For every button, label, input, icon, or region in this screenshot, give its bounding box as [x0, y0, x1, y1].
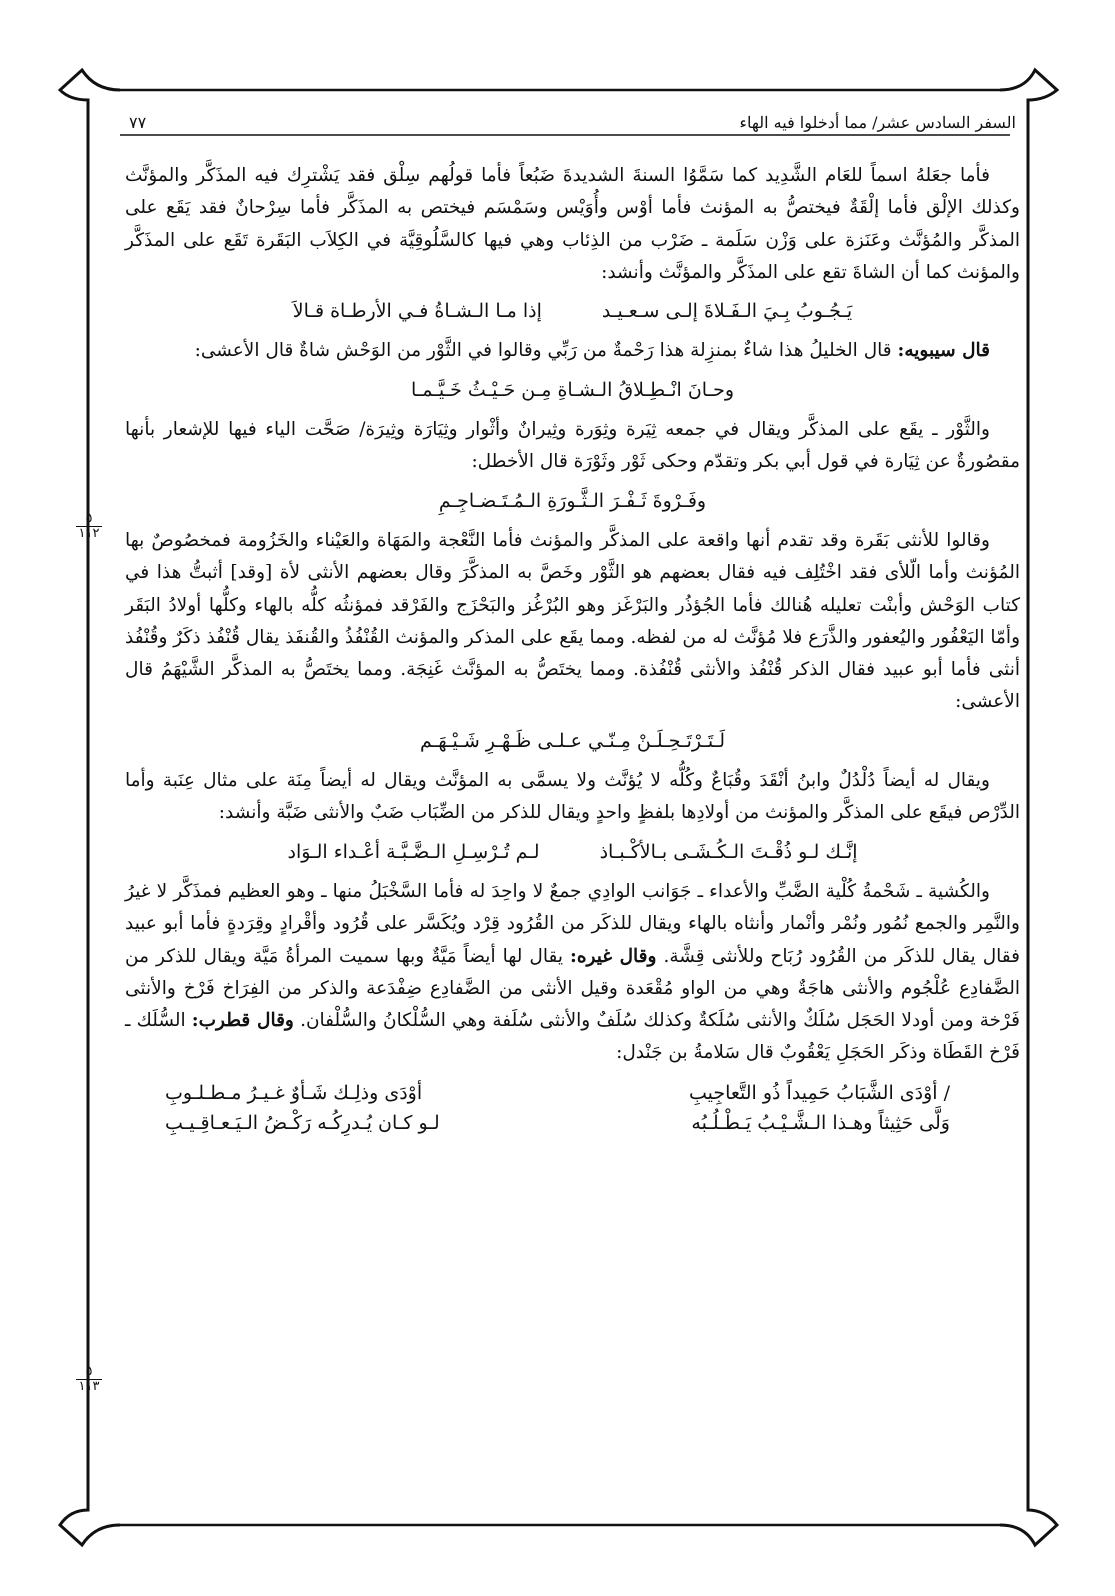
- margin-reference-112: [76, 512, 102, 541]
- couplet-2-hemistich-b: لـو كـان يُـدرِكُـه رَكْـضُ الـيَـعـاقِـيـبِ: [165, 1111, 440, 1134]
- margin-ref-bottom: ١١٢: [78, 526, 100, 541]
- paragraph-5: ويقال له أيضاً دُلْدُلٌ وابنُ أنْقَدَ وقُبَاعٌ وكُلُّه لا يُؤنَّث ولا يسمَّى به المؤنَّث ويقال له أيضاً مِنَة على مثال عِنَبة وأما الدِّرْص فيقَع على المذكَّر والمؤنث من أولادِها بلفظٍ واحدٍ ويقال للذكر من الضِّبَاب ضَبٌ والأنثى ضَبَّة وأنشد:: [125, 770, 1020, 824]
- margin-ref-top: ٥: [76, 1365, 102, 1380]
- verse-5-hemistich-a: إنَّـك لـو ذُقْـتَ الـكُـشَـى بـالأكْـبـاذ: [599, 840, 858, 863]
- verse-1-hemistich-a: يَـجُـوبُ بِـيَ الـفَـلاةَ إلـى سـعـيـد: [601, 300, 853, 323]
- final-couplets: [125, 1078, 1020, 1138]
- couplet-1-hemistich-b: أوْدَى وذلِـك شَـأوٌ غـيـرُ مـطـلـوبِ: [165, 1081, 423, 1104]
- page-body: [125, 160, 1020, 1138]
- speaker-label: وقال قطرب:: [191, 1010, 294, 1032]
- verse-3: وفَـرْوةَ ثَـفْـرَ الـثَّـورَةِ الـمُـتَـضـاجِـمِ: [438, 489, 707, 512]
- paragraph-2: [125, 335, 1020, 367]
- running-header: [125, 90, 1020, 132]
- verse-1-hemistich-b: إذا مـا الـشـاةُ فـي الأرطـاة قـالاَ: [292, 300, 542, 323]
- paragraph-1: فأما جعَلهُ اسماً للعَام الشَّدِيد كما سَمَّوُا السنةَ الشديدةَ ضَبُعاً فأما قولُهم سِلْق فقد يَشْترِك فيه المذَكَّر والمؤنَّث وكذلك الإلْق فأما إلْقَةٌ فيختصُّ به المؤنث فأما أوْس وأُوَيْس وسَمْسَم فيختص به المذَكَّر فأما سِرْحانٌ فقد يَقَع على المذكَّر والمُؤنَّث وعَنَزة على وَزْن سَلَمة ـ ضَرْب من الذِئاب وهي فيها كالسَّلُوقِيَّة في الكِلاَب البَقَرة تَقَع على المذَكَّر والمؤنث كما أن الشاةَ تقع على المذَكَّر والمؤنَّث وأنشد:: [125, 165, 1020, 283]
- margin-ref-top: ٥: [76, 512, 102, 527]
- paragraph-6a-text: والكُشية ـ شَحْمةُ كُلْية الضَّبِّ والأعداء ـ جَوَانب الوادِي جمعٌ لا واحِدَ له فأما السَّخْبَلُ منها ـ وهو العظيم فمذَكَّر لا غيرُ والنَّمِر والجمع نُمُور ونُمْر وأنْمار وأنثاه بالهاء ويقال للذكَر من القُرُود قِرْد ويُكَسَّر على قُرُود وأقْرادٍ وقِرَدةٍ فأما أبو عبيد فقال يقال للذكَر من القُرُود رُبَاح وللأنثى قِشَّة.: [125, 880, 1020, 967]
- verse-5-hemistich-b: لـم تُـرْسِـلِ الـضَّـبَّـة أعْـداء الـوَاد: [287, 840, 540, 863]
- speaker-label: قال سيبويه:: [897, 340, 990, 362]
- margin-reference-113: [76, 1365, 102, 1394]
- paragraph-6: [125, 876, 1020, 1070]
- page-number: ٧٧: [129, 113, 147, 132]
- verse-5: [125, 836, 1020, 868]
- speaker-label: وقال غيره:: [570, 945, 657, 967]
- verse-2: وحـانَ انْـطِـلاقُ الـشـاةِ مِـن حَـيْـثُ خَـيَّـمـا: [410, 378, 735, 401]
- paragraph-2-text: قال الخليلُ هذا شاءٌ بمنزِلة هذا رَحْمةٌ من رَبِّي وقالوا في الثَّوْر من الوَحْش شاةٌ قال الأعشى:: [194, 340, 892, 362]
- verse-1: [125, 295, 1020, 327]
- paragraph-3: والثَّوْر ـ يقَع على المذكَّر ويقال في جمعه ثِيَرة وثِوَرة وثِيرانٌ وأثْوار وثِيَارَة وثِيرَة/ صَحَّت الياء فيها للإشعار بأنها مقصُورةٌ عن ثِيَارة في قول أبي بكر وتقدّم وحكى ثَوْر وثَوْرَة قال الأخطل:: [125, 419, 1020, 473]
- couplet-row: [125, 1078, 1020, 1108]
- paragraph-6c-text: السُّلَك ـ فَرْخ القَطَاة وذكَر الحَجَلِ يَعْقُوبٌ قال سَلامةُ بن جَنْدل:: [125, 1010, 1020, 1064]
- margin-ref-bottom: ١١٣: [78, 1379, 100, 1394]
- couplet-1-hemistich-a: / أوْدَى الشَّبَابُ حَمِيداً ذُو التَّعاجِيبِ: [688, 1081, 950, 1104]
- paragraph-6b-text: يقال لها أيضاً مَيَّةٌ وبها سميت المرأةُ مَيَّة ويقال للذكر من الضَّفادِع عُلْجُوم والأنثى هاجَةٌ وهي من الواو مُقْعَدة وقيل الأنثى من الضَّفادِع ضِفْدَعة والذكر من الفِرَاخ فَرْخ والأنثى فَرْخة ومن أودلا الحَجَل سُلَكٌ والأنثى سُلَكةٌ وكذلك سُلَفٌ والأنثى سُلَفة وهي السُّلْكانُ والسُّلْفان.: [125, 945, 1020, 1032]
- paragraph-4: وقالوا للأنثى بَقَرة وقد تقدم أنها واقعة على المذكَّر والمؤنث فأما النَّعْجة والمَهَاة والعَيْناء والخَزُومة فمخصُوصٌ بها المُؤنث وأما الّلأى فقد اخْتُلِف فيه فقال بعضهم هو الثَّوْر وخَصَّ به المذكَّرَ وقال بعضهم الأنثى لأة [وقد] أثبتُّ هذا في كتاب الوَحْش وأبنْت تعليله هُنالك فأما الجُؤذُر والبَرْغَز وهو البُرْغُز والبَحْزَج والفَرْقد فمؤنثُه كلُّه بالهاء وكلُّها أولادُ البَقَر وأمّا اليَعْفُور واليُعفور والذَّرَع فلا مُؤنَّث له من لفظه. ومما يقَع على المذكر والمؤنث القُنْفُذُ والقُنفَذ يقال قُنْفُذ ذكَرٌ وقُنْفُذ أنثى فأما أبو عبيد فقال الذكر قُنْفُذ والأنثى قُنْفُذة. ومما يختَصُّ به المؤنَّث غَنِجَة. ومما يختَصُّ به المذكَّر الشَّيْهَمُ قال الأعشى:: [125, 529, 1020, 713]
- page: [125, 90, 1020, 1530]
- couplet-row: [125, 1108, 1020, 1138]
- verse-4: لَـتَـرْتَـحِـلَـنْ مِـنّـي عـلـى ظَـهْـرِ شَـيْـهَـم: [419, 729, 726, 752]
- couplet-2-hemistich-a: وَلَّى حَثِيثاً وهـذا الـشَّـيْـبُ يَـطْـلُـبُه: [691, 1111, 950, 1134]
- header-title: السفر السادس عشر/ مما أدخلوا فيه الهاء: [739, 113, 1016, 132]
